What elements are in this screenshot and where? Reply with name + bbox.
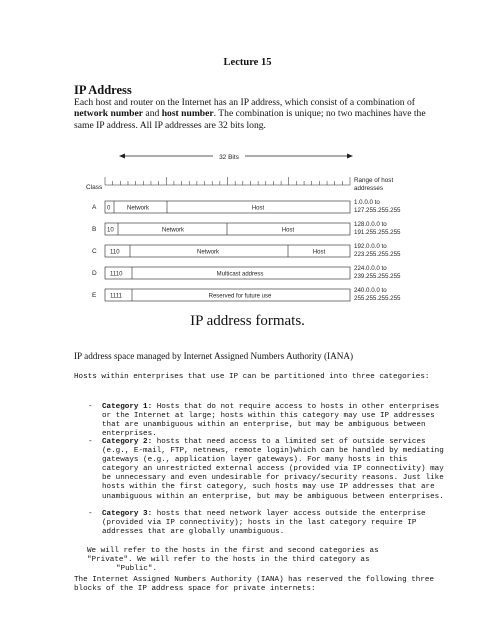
category-text: hosts that need access to a limited set of outside services (e.g., E-mail, FTP, netnews, remote login)which can be handled by mediating gateways (e.g., application layer gateways). For many hosts in this category an unrestricted external access (provided via IP connectivity) may be unnecessary and even undesirable for privacy/security reasons. Just like hosts within the first category, such hosts may use IP addresses that are unambiguous within an enterprise, but may be ambiguous between enterprises. (102, 438, 444, 501)
range-line2: 191.255.255.255 (354, 229, 401, 236)
class-a-row (92, 199, 401, 214)
ip-address-formats-figure (70, 140, 425, 335)
class-prefix: 10 (107, 227, 114, 234)
refer-line-3: "Public". (116, 565, 158, 574)
class-prefix: 0 (107, 205, 111, 212)
range-line2: 127.255.255.255 (354, 207, 401, 214)
class-letter: A (92, 204, 97, 211)
class-header: Class (86, 184, 103, 191)
range-line1: 224.0.0.0 to (354, 265, 387, 272)
multicast-field: Multicast address (216, 271, 264, 278)
category-label: Category 3: (102, 510, 153, 518)
host-field: Host (281, 227, 295, 234)
intro-text: . The combination is unique; no two machines have the same IP address. All IP addresses are 32 bits long. (74, 108, 426, 131)
class-letter: D (92, 270, 97, 277)
refer-line-1: We will refer to the hosts in the first and second categories as (87, 547, 379, 555)
category-label: Category 1: (102, 403, 153, 411)
figure-caption: IP address formats. (190, 313, 305, 329)
class-prefix: 110 (110, 249, 120, 256)
range-header-line1: Range of host (354, 177, 394, 184)
bullet-dash-icon: - (88, 438, 93, 446)
intro-text: and (143, 108, 162, 120)
range-line2: 239.255.255.255 (354, 273, 401, 280)
range-line2: 223.255.255.255 (354, 251, 401, 258)
class-letter: C (92, 248, 97, 255)
section-heading: IP Address (74, 83, 132, 97)
class-letter: E (92, 292, 97, 299)
categories-intro: Hosts within enterprises that use IP can be partitioned into three categories: (74, 373, 430, 381)
class-b-row (92, 221, 401, 236)
class-prefix: 1111 (110, 293, 123, 300)
iana-heading: IP address space managed by Internet Assigned Numbers Authority (IANA) (74, 351, 354, 361)
network-field: Network (126, 205, 150, 212)
bits-arrow-right-head (347, 154, 353, 159)
host-field: Host (251, 205, 265, 212)
bullet-dash-icon: - (88, 403, 93, 411)
category-1-item (88, 403, 447, 439)
category-3-item (88, 510, 447, 537)
category-text: Hosts that do not require access to hosts in other enterprises or the Internet at large; hosts within this category may use IP addresses that are unambiguous within an enterprise, but may be ambiguous between enterprises. (102, 403, 440, 439)
bits-label: 32 Bits (219, 154, 239, 161)
term-network-number: network number (74, 108, 144, 120)
bullet-dash-icon: - (88, 510, 93, 518)
range-line1: 240.0.0.0 to (354, 287, 387, 294)
refer-line-2: "Private". We will refer to the hosts in the third category as (87, 556, 370, 565)
class-d-row (92, 265, 401, 280)
category-label: Category 2: (102, 438, 153, 446)
term-host-number: host number (161, 108, 214, 120)
range-line2: 255.255.255.255 (354, 295, 401, 302)
network-field: Network (196, 249, 220, 256)
bits-arrow-left-head (119, 154, 125, 159)
intro-text: Each host and router on the Internet has an IP address, which consist of a combination of (74, 97, 415, 108)
category-2-item (88, 438, 447, 502)
network-field: Network (161, 227, 185, 234)
class-letter: B (92, 226, 97, 233)
range-line1: 1.0.0.0 to (354, 199, 380, 206)
host-field: Host (312, 249, 326, 256)
reserved-field: Reserved for future use (208, 293, 272, 300)
bit-ruler (105, 177, 350, 185)
range-header-line2: addresses (354, 185, 384, 192)
range-line1: 128.0.0.0 to (354, 221, 387, 228)
ip-formats-diagram (70, 140, 425, 305)
iana-reserved-paragraph: The Internet Assigned Numbers Authority (IANA) has reserved the following three blocks of the IP address space for private internets: (74, 576, 435, 594)
public-private-paragraph (74, 547, 454, 574)
lecture-title: Lecture 15 (223, 57, 272, 68)
category-text: hosts that need network layer access outside the enterprise (provided via IP connectivity); hosts in the last category require IP addresses that are globally unambiguous. (102, 510, 426, 537)
class-e-row (92, 287, 401, 302)
intro-paragraph (74, 97, 434, 131)
range-line1: 192.0.0.0 to (354, 243, 387, 250)
class-prefix: 1110 (110, 271, 123, 278)
class-c-row (92, 243, 401, 258)
